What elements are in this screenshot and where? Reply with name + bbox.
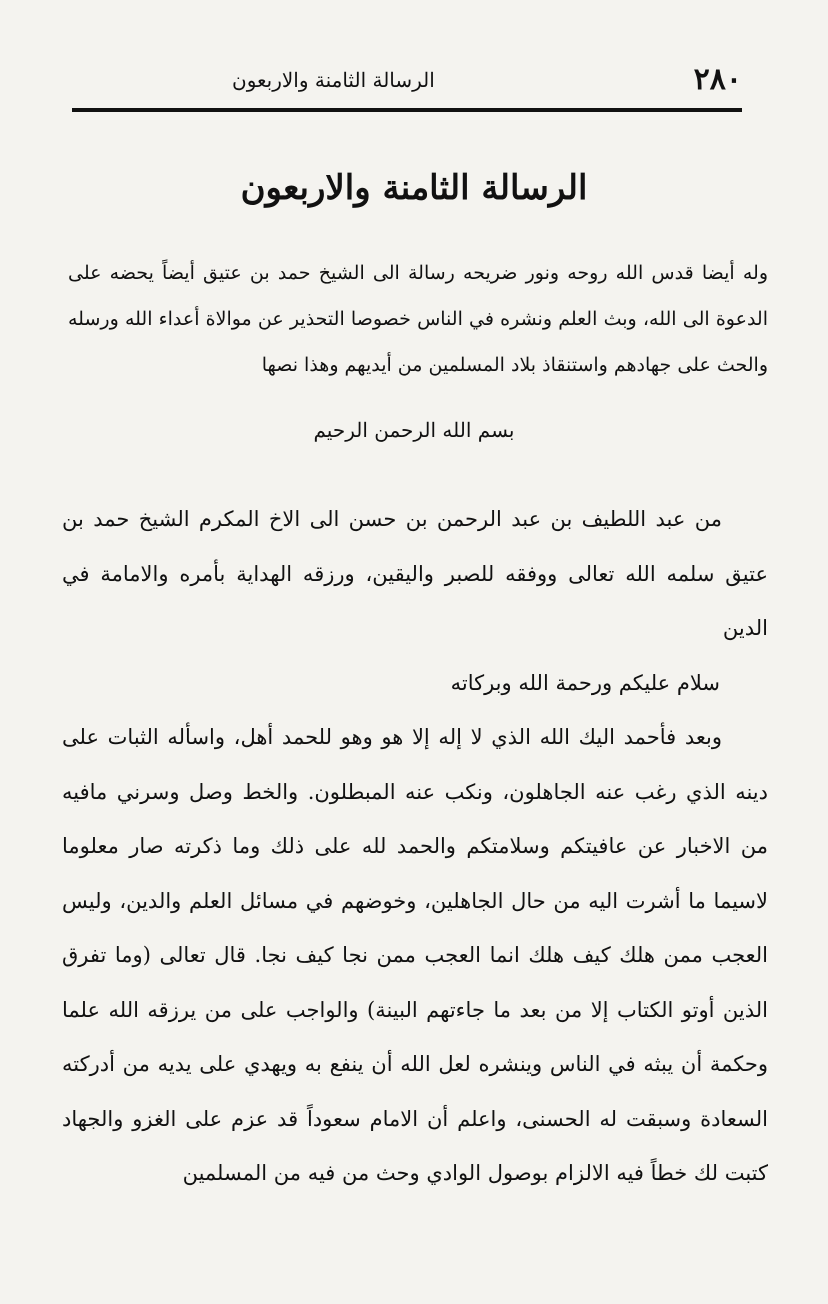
intro-paragraph: وله أيضا قدس الله روحه ونور ضريحه رسالة الى الشيخ حمد بن عتيق أيضاً يحضه على الدعوة الى الله، وبث العلم ونشره في الناس خصوصا التحذير عن موالاة أعداء الله ورسله والحث على جهادهم واستنقاذ بلاد المسلمين من أيديهم وهذا نصها (68, 262, 768, 376)
letter-body (62, 492, 768, 1201)
running-title: الرسالة الثامنة والاربعون (232, 68, 435, 92)
salutation: سلام عليكم ورحمة الله وبركاته (450, 670, 720, 695)
opening-paragraph: من عبد اللطيف بن عبد الرحمن بن حسن الى الاخ المكرم الشيخ حمد بن عتيق سلمه الله تعالى ووفقه للصبر واليقين، ورزقه الهداية بأمره والامامة في الدين (62, 507, 768, 640)
main-paragraph: وبعد فأحمد اليك الله الذي لا إله إلا هو وهو للحمد أهل، واسأله الثبات على دينه الذي رغب عنه الجاهلون، ونكب عنه المبطلون. والخط وصل وسرني مافيه من الاخبار عن عافيتكم وسلامتكم والحمد لله على ذلك وما ذكرته صار معلوما لاسيما ما أشرت اليه من حال الجاهلين، وخوضهم في مسائل العلم والدين، وليس العجب ممن هلك كيف هلك انما العجب ممن نجا كيف نجا. قال تعالى (وما تفرق الذين أوتو الكتاب إلا من بعد ما جاءتهم البينة) والواجب على من يرزقه الله علما وحكمة أن يبثه في الناس وينشره لعل الله أن ينفع به ويهدي على يديه من أدركته السعادة وسبقت له الحسنى، واعلم أن الامام سعوداً قد عزم على الغزو والجهاد كتبت لك خطاً فيه الالزام بوصول الوادي وحث من فيه من المسلمين (62, 725, 768, 1185)
letter-title: الرسالة الثامنة والاربعون (240, 168, 588, 208)
page-number: ٢٨٠ (693, 62, 742, 97)
basmala: بسم الله الرحمن الرحيم (313, 418, 515, 442)
header-rule (72, 108, 742, 112)
running-header (72, 62, 742, 106)
